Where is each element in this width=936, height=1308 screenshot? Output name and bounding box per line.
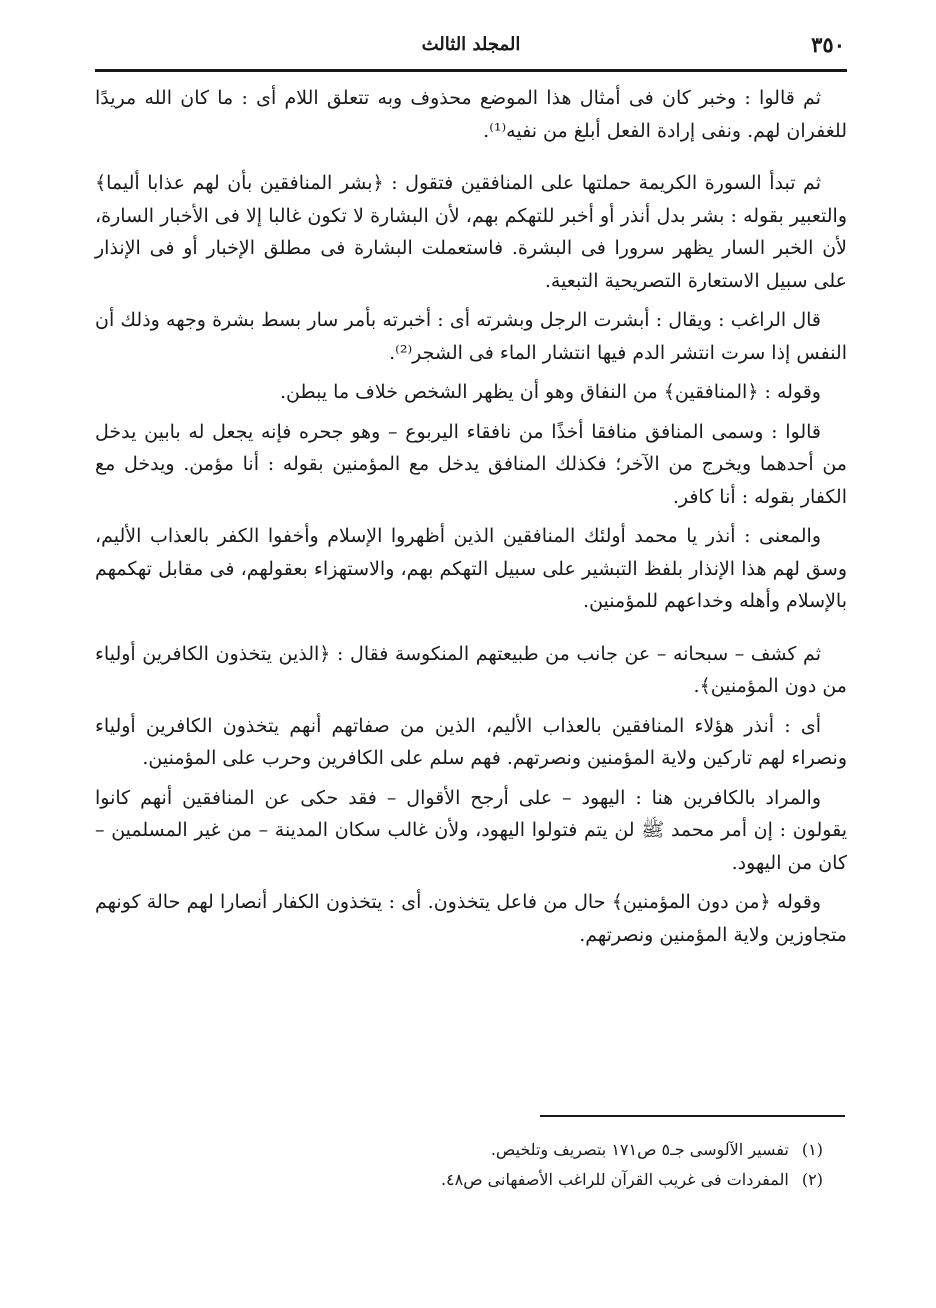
volume-title: المجلد الثالث	[421, 34, 521, 55]
page-number: ٣٥٠	[811, 32, 845, 57]
footnote-text: تفسير الآلوسى جـ٥ ص١٧١ بتصريف وتلخيص.	[490, 1140, 789, 1159]
footnote	[95, 1165, 847, 1195]
paragraph: ثم تبدأ السورة الكريمة حملتها على المنافقين فتقول : ﴿بشر المنافقين بأن لهم عذابا أليما﴾ والتعبير بقوله : بشر بدل أنذر أو أخبر للتهكم بهم، لأن البشارة لا تكون غالبا إلا فى الأخبار السارة، لأن الخبر السار يظهر سرورا فى البشرة. فاستعملت البشارة فى مطلق الإخبار أو فى الإنذار على سبيل الاستعارة التصريحية التبعية.	[95, 172, 847, 292]
header-divider	[95, 69, 847, 72]
paragraph: ثم كشف – سبحانه – عن جانب من طبيعتهم المنكوسة فقال : ﴿الذين يتخذون الكافرين أولياء من دون المؤمنين﴾.	[95, 642, 847, 697]
paragraph: وقوله : ﴿المنافقين﴾ من النفاق وهو أن يظهر الشخص خلاف ما يبطن.	[280, 381, 821, 403]
paragraph: ثم قالوا : وخبر كان فى أمثال هذا الموضع محذوف وبه تتعلق اللام أى : ما كان الله مريدًا للغفران لهم. ونفى إرادة الفعل أبلغ من نفيه⁽¹⁾.	[95, 87, 847, 142]
footnote-number: (٢)	[801, 1170, 823, 1189]
page-header	[95, 28, 847, 68]
footnotes	[95, 1135, 847, 1195]
paragraph: والمعنى : أنذر يا محمد أولئك المنافقين الذين أظهروا الإسلام وأخفوا الكفر بالعذاب الأليم، وسق لهم هذا الإنذار بلفظ التبشير على سبيل التهكم بهم، والاستهزاء بعقولهم، فى مقابل تهكمهم بالإسلام وأهله وخداعهم للمؤمنين.	[95, 525, 847, 612]
paragraph: والمراد بالكافرين هنا : اليهود – على أرجح الأقوال – فقد حكى عن المنافقين أنهم كانوا يقولون : إن أمر محمد ﷺ لن يتم فتولوا اليهود، ولأن غالب سكان المدينة – من غير المسلمين – كان من اليهود.	[95, 786, 847, 874]
footnote	[95, 1135, 847, 1165]
footnote-number: (١)	[801, 1140, 823, 1159]
body-text	[95, 82, 847, 951]
paragraph: قال الراغب : ويقال : أبشرت الرجل وبشرته أى : أخبرته بأمر سار بسط بشرة وجهه وذلك أن النفس إذا سرت انتشر الدم فيها انتشار الماء فى الشجر⁽²⁾.	[95, 309, 847, 364]
paragraph: وقوله ﴿من دون المؤمنين﴾ حال من فاعل يتخذون. أى : يتخذون الكفار أنصارا لهم حالة كونهم متجاوزين ولاية المؤمنين ونصرتهم.	[95, 891, 847, 946]
paragraph: أى : أنذر هؤلاء المنافقين بالعذاب الأليم، الذين من صفاتهم أنهم يتخذون الكافرين أولياء ونصراء لهم تاركين ولاية المؤمنين ونصرتهم. فهم سلم على الكافرين وحرب على المؤمنين.	[95, 714, 847, 769]
footnote-text: المفردات فى غريب القرآن للراغب الأصفهانى ص٤٨.	[440, 1170, 789, 1189]
footnote-divider	[540, 1115, 845, 1117]
paragraph: قالوا : وسمى المنافق منافقا أخذًا من نافقاء اليربوع – وهو جحره فإنه يجعل له بابين يدخل من أحدهما ويخرج من الآخر؛ فكذلك المنافق يدخل مع المؤمنين بقوله : أنا مؤمن. ويدخل مع الكفار بقوله : أنا كافر.	[95, 420, 847, 508]
